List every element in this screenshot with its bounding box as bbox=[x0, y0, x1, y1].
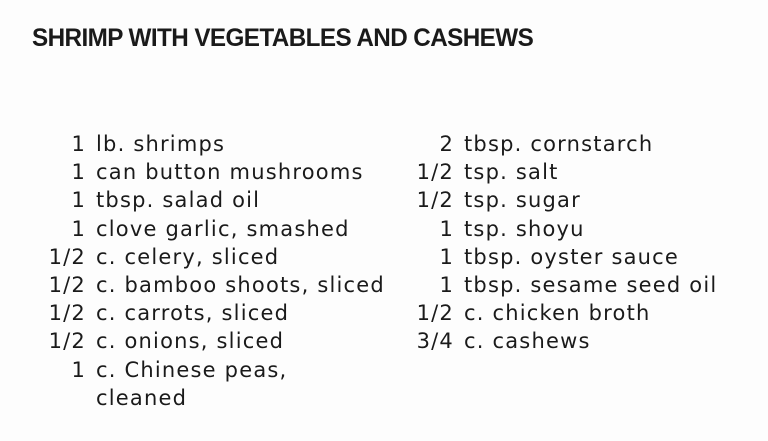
ingredient-item: c. Chinese peas, bbox=[96, 357, 288, 382]
ingredient-qty: 1 bbox=[439, 272, 454, 297]
ingredient-qty: 1/2 bbox=[416, 160, 454, 185]
ingredient-row bbox=[40, 215, 420, 243]
ingredient-row bbox=[408, 186, 758, 214]
ingredient-row bbox=[408, 243, 758, 271]
ingredient-qty: 1 bbox=[71, 357, 86, 382]
ingredient-item: c. bamboo shoots, sliced bbox=[96, 272, 385, 297]
ingredient-row bbox=[40, 243, 420, 271]
ingredient-qty: 1/2 bbox=[48, 329, 86, 354]
ingredient-row bbox=[408, 215, 758, 243]
ingredient-row bbox=[408, 130, 758, 158]
ingredient-row bbox=[40, 186, 420, 214]
ingredient-qty: 1/2 bbox=[48, 244, 86, 269]
ingredient-qty: 1 bbox=[71, 188, 86, 213]
ingredient-qty: 1 bbox=[439, 216, 454, 241]
ingredient-qty bbox=[40, 384, 96, 412]
ingredient-item: tsp. sugar bbox=[464, 188, 581, 213]
ingredient-item: can button mushrooms bbox=[96, 160, 364, 185]
ingredient-qty: 1 bbox=[71, 132, 86, 156]
ingredient-item: tbsp. cornstarch bbox=[464, 132, 654, 156]
ingredient-row-continuation bbox=[40, 384, 420, 412]
ingredient-item: tbsp. sesame seed oil bbox=[464, 272, 718, 297]
ingredient-qty: 1 bbox=[71, 216, 86, 241]
ingredient-qty: 1/2 bbox=[48, 272, 86, 297]
ingredient-qty: 1/2 bbox=[48, 301, 86, 326]
recipe-title: SHRIMP WITH VEGETABLES AND CASHEWS bbox=[32, 24, 534, 52]
ingredient-qty: 1/2 bbox=[416, 188, 454, 213]
ingredient-item: lb. shrimps bbox=[96, 132, 226, 156]
ingredient-qty: 1 bbox=[71, 160, 86, 185]
ingredient-item: c. carrots, sliced bbox=[96, 301, 290, 326]
ingredient-list-right bbox=[408, 130, 758, 356]
ingredient-row bbox=[408, 299, 758, 327]
ingredient-row bbox=[40, 356, 420, 384]
ingredient-row bbox=[40, 130, 420, 158]
ingredient-item: tbsp. oyster sauce bbox=[464, 244, 680, 269]
ingredient-list-left bbox=[40, 130, 420, 412]
ingredient-item: clove garlic, smashed bbox=[96, 216, 350, 241]
ingredient-row bbox=[40, 299, 420, 327]
ingredient-item: c. chicken broth bbox=[464, 301, 651, 326]
ingredient-row bbox=[40, 271, 420, 299]
ingredient-row bbox=[40, 327, 420, 355]
ingredient-item: cleaned bbox=[96, 385, 188, 410]
ingredient-item: c. cashews bbox=[464, 329, 591, 354]
ingredient-qty: 1/2 bbox=[416, 301, 454, 326]
ingredient-item: c. celery, sliced bbox=[96, 244, 280, 269]
ingredient-item: tsp. salt bbox=[464, 160, 559, 185]
ingredient-row bbox=[408, 271, 758, 299]
ingredient-item: tbsp. salad oil bbox=[96, 188, 261, 213]
ingredient-row bbox=[408, 327, 758, 355]
ingredient-row bbox=[408, 158, 758, 186]
ingredient-item: tsp. shoyu bbox=[464, 216, 585, 241]
ingredient-qty: 2 bbox=[439, 132, 454, 156]
ingredient-qty: 1 bbox=[439, 244, 454, 269]
ingredient-qty: 3/4 bbox=[416, 329, 454, 354]
ingredient-item: c. onions, sliced bbox=[96, 329, 285, 354]
ingredient-row bbox=[40, 158, 420, 186]
